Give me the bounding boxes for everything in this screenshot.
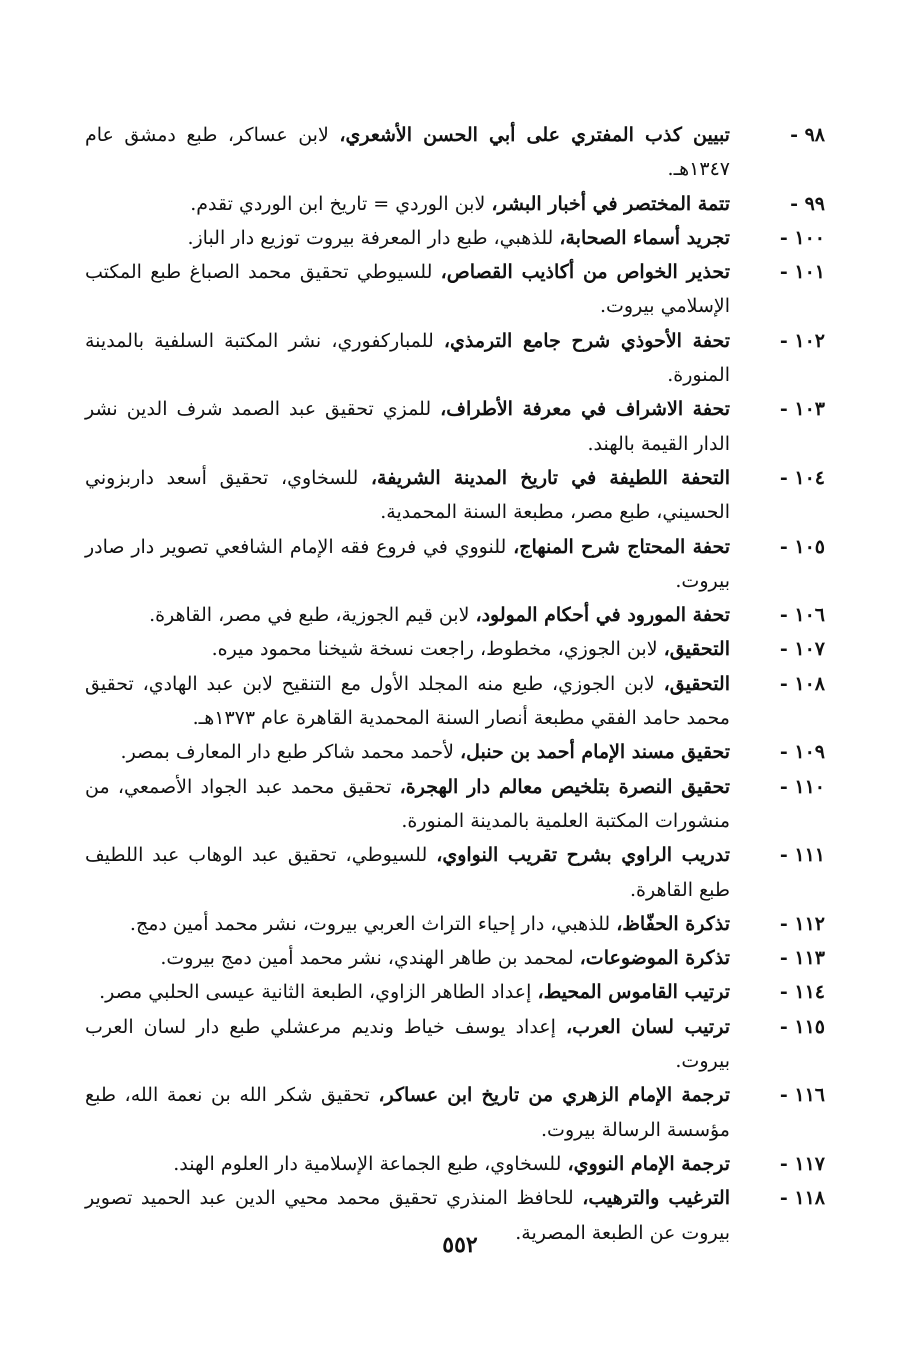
bibliography-entry bbox=[85, 838, 825, 907]
entry-number: ١٠٣ - bbox=[779, 398, 825, 421]
entry-number: ١٠٢ - bbox=[779, 329, 825, 352]
bibliography-list bbox=[85, 118, 825, 1250]
entry-text bbox=[85, 461, 730, 530]
entry-number: ١٠١ - bbox=[779, 261, 825, 284]
bibliography-entry bbox=[85, 530, 825, 599]
entry-text bbox=[85, 941, 730, 975]
bibliography-entry bbox=[85, 1078, 825, 1147]
entry-text bbox=[85, 1147, 730, 1181]
bibliography-entry bbox=[85, 941, 825, 975]
entry-title: ترجمة الإمام النووي، bbox=[567, 1152, 730, 1175]
entry-text bbox=[85, 1078, 730, 1147]
bibliography-entry bbox=[85, 632, 825, 666]
entry-text bbox=[85, 221, 730, 255]
entry-title: تجريد أسماء الصحابة، bbox=[559, 226, 730, 249]
bibliography-entry bbox=[85, 187, 825, 221]
entry-text bbox=[85, 770, 730, 839]
entry-text bbox=[85, 324, 730, 393]
entry-title: تحذير الخواص من أكاذيب القصاص، bbox=[440, 261, 730, 284]
entry-text bbox=[85, 392, 730, 461]
entry-number: ١١٢ - bbox=[779, 912, 825, 935]
entry-title: التحقيق، bbox=[663, 672, 730, 695]
entry-text bbox=[85, 975, 730, 1009]
entry-number: ١٠٦ - bbox=[779, 604, 825, 627]
entry-details: للحافظ المنذري تحقيق محمد محيي الدين عبد الحميد تصوير بيروت عن الطبعة المصرية. bbox=[85, 1187, 730, 1244]
entry-text bbox=[85, 187, 730, 221]
entry-details: للذهبي، دار إحياء التراث العربي بيروت، نشر محمد أمين دمج. bbox=[129, 912, 617, 935]
entry-text bbox=[85, 255, 730, 324]
entry-title: تحفة الاشراف في معرفة الأطراف، bbox=[440, 398, 730, 421]
entry-details: لابن الجوزي، طبع منه المجلد الأول مع التنقيح لابن عبد الهادي، تحقيق محمد حامد الفقي مطبعة أنصار السنة المحمدية القاهرة عام ١٣٧٣هـ. bbox=[85, 672, 730, 730]
entry-title: تحفة الأحوذي شرح جامع الترمذي، bbox=[443, 329, 730, 352]
entry-number: ٩٩ - bbox=[790, 192, 825, 215]
entry-number: ١٠٩ - bbox=[779, 741, 825, 764]
entry-details: لابن قيم الجوزية، طبع في مصر، القاهرة. bbox=[149, 604, 476, 627]
entry-number: ١١١ - bbox=[779, 844, 825, 867]
entry-number: ١٠٨ - bbox=[779, 672, 825, 695]
entry-text bbox=[85, 598, 730, 632]
bibliography-entry bbox=[85, 770, 825, 839]
entry-details: للسخاوي، تحقيق أسعد داربزوني الحسيني، طبع مصر، مطبعة السنة المحمدية. bbox=[85, 466, 730, 524]
entry-title: تحفة المورود في أحكام المولود، bbox=[475, 604, 730, 627]
entry-details: لابن الوردي = تاريخ ابن الوردي تقدم. bbox=[190, 192, 492, 215]
entry-title: تدريب الراوي بشرح تقريب النواوي، bbox=[436, 844, 730, 867]
entry-title: تحفة المحتاج شرح المنهاج، bbox=[513, 535, 730, 558]
entry-title: ترجمة الإمام الزهري من تاريخ ابن عساكر، bbox=[378, 1084, 731, 1107]
entry-details: للسيوطي تحقيق محمد الصباغ طبع المكتب الإسلامي بيروت. bbox=[85, 261, 730, 318]
entry-text bbox=[85, 667, 730, 736]
bibliography-entry bbox=[85, 324, 825, 393]
entry-text bbox=[85, 907, 730, 941]
entry-title: تذكرة الموضوعات، bbox=[579, 947, 730, 970]
entry-title: تتمة المختصر في أخبار البشر، bbox=[491, 192, 730, 215]
entry-details: للنووي في فروع فقه الإمام الشافعي تصوير دار صادر بيروت. bbox=[85, 535, 730, 592]
entry-text bbox=[85, 838, 730, 907]
entry-details: للمباركفوري، نشر المكتبة السلفية بالمدينة المنورة. bbox=[85, 329, 730, 387]
entry-number: ١١٣ - bbox=[779, 947, 825, 970]
bibliography-entry bbox=[85, 461, 825, 530]
entry-number: ١١٨ - bbox=[779, 1187, 825, 1210]
entry-details: تحقيق محمد عبد الجواد الأصمعي، من منشورات المكتبة العلمية بالمدينة المنورة. bbox=[85, 775, 730, 832]
entry-title: التحفة اللطيفة في تاريخ المدينة الشريفة، bbox=[370, 466, 730, 489]
entry-details: لابن عساكر، طبع دمشق عام ١٣٤٧هـ. bbox=[85, 124, 730, 181]
entry-details: للمزي تحقيق عبد الصمد شرف الدين نشر الدار القيمة بالهند. bbox=[85, 398, 730, 455]
entry-number: ١٠٠ - bbox=[779, 226, 825, 249]
entry-number: ١١٤ - bbox=[779, 981, 825, 1004]
entry-number: ١٠٤ - bbox=[779, 466, 825, 489]
entry-details: لأحمد محمد شاكر طبع دار المعارف بمصر. bbox=[120, 741, 461, 764]
entry-title: تحقيق النصرة بتلخيص معالم دار الهجرة، bbox=[399, 775, 730, 798]
bibliography-entry bbox=[85, 975, 825, 1009]
bibliography-entry bbox=[85, 1147, 825, 1181]
entry-details: للسيوطي، تحقيق عبد الوهاب عبد اللطيف طبع القاهرة. bbox=[85, 844, 730, 901]
bibliography-entry bbox=[85, 1010, 825, 1079]
entry-number: ٩٨ - bbox=[790, 124, 825, 146]
entry-title: تحقيق مسند الإمام أحمد بن حنبل، bbox=[460, 741, 730, 764]
entry-details: للسخاوي، طبع الجماعة الإسلامية دار العلوم الهند. bbox=[173, 1152, 568, 1175]
entry-title: تبيين كذب المفتري على أبي الحسن الأشعري، bbox=[339, 124, 730, 146]
entry-number: ١١٧ - bbox=[779, 1152, 825, 1175]
entry-number: ١١٠ - bbox=[779, 775, 825, 798]
entry-text bbox=[85, 1010, 730, 1079]
bibliography-entry bbox=[85, 118, 825, 187]
entry-title: ترتيب القاموس المحيط، bbox=[537, 981, 730, 1004]
bibliography-entry bbox=[85, 392, 825, 461]
entry-number: ١٠٥ - bbox=[779, 535, 825, 558]
entry-details: تحقيق شكر الله بن نعمة الله، طبع مؤسسة الرسالة بيروت. bbox=[85, 1084, 730, 1141]
entry-details: لابن الجوزي، مخطوط، راجعت نسخة شيخنا محمود ميره. bbox=[211, 638, 664, 661]
entry-text bbox=[85, 530, 730, 599]
bibliography-entry bbox=[85, 255, 825, 324]
entry-details: لمحمد بن طاهر الهندي، نشر محمد أمين دمج بيروت. bbox=[160, 947, 580, 970]
bibliography-entry bbox=[85, 598, 825, 632]
entry-details: للذهبي، طبع دار المعرفة بيروت توزيع دار الباز. bbox=[187, 226, 560, 249]
bibliography-entry bbox=[85, 667, 825, 736]
bibliography-entry bbox=[85, 221, 825, 255]
entry-text bbox=[85, 632, 730, 666]
entry-number: ١١٦ - bbox=[779, 1084, 825, 1107]
entry-title: ترتيب لسان العرب، bbox=[566, 1015, 730, 1038]
entry-details: إعداد الطاهر الزاوي، الطبعة الثانية عيسى الحلبي مصر. bbox=[99, 981, 538, 1004]
entry-text bbox=[85, 118, 730, 187]
entry-title: الترغيب والترهيب، bbox=[582, 1187, 730, 1210]
entry-number: ١٠٧ - bbox=[779, 638, 825, 661]
entry-title: تذكرة الحفّاظ، bbox=[616, 912, 730, 935]
entry-title: التحقيق، bbox=[663, 638, 730, 661]
entry-number: ١١٥ - bbox=[779, 1015, 825, 1038]
bibliography-entry bbox=[85, 907, 825, 941]
entry-details: إعداد يوسف خياط ونديم مرعشلي طبع دار لسان العرب بيروت. bbox=[85, 1015, 730, 1073]
bibliography-entry bbox=[85, 735, 825, 769]
page-number: ٥٥٢ bbox=[442, 1232, 478, 1258]
entry-text bbox=[85, 735, 730, 769]
